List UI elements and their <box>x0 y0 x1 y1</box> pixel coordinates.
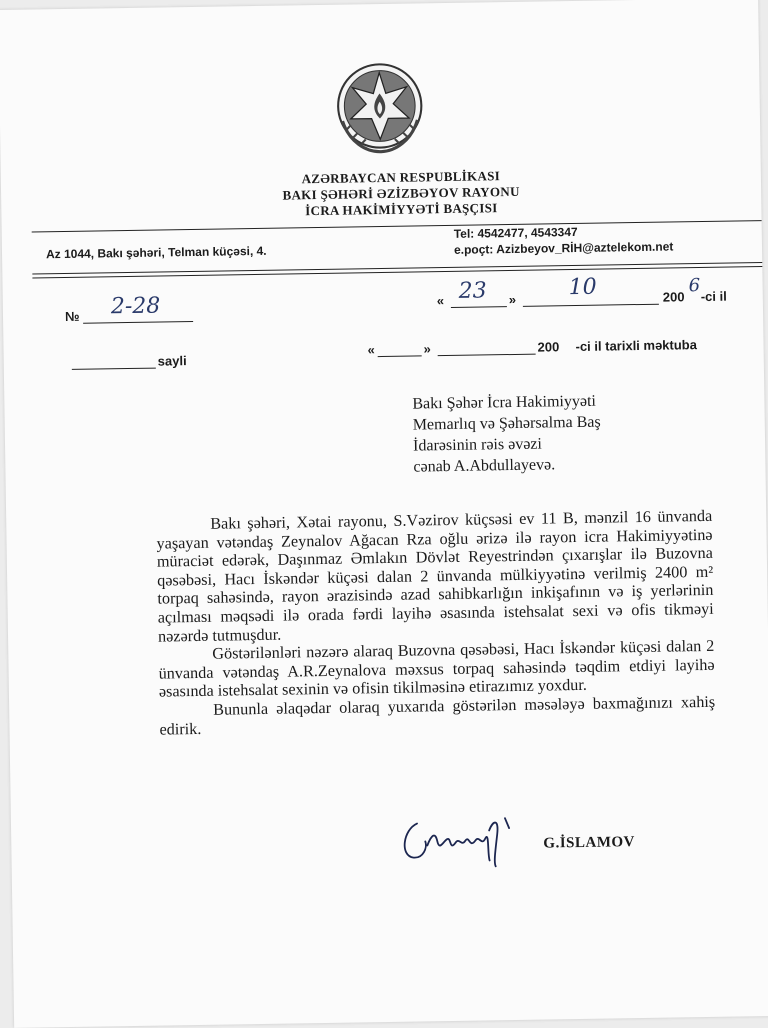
letter-day-line <box>377 341 421 357</box>
office-email: e.poçt: Azizbeyov_RİH@aztelekom.net <box>453 239 674 257</box>
addressee-block <box>412 391 601 478</box>
date-month-handwritten: 10 <box>568 274 597 301</box>
header-office: İCRA HAKİMİYYƏTİ BAŞÇISI <box>305 200 498 219</box>
date-open-quote: « <box>436 293 445 309</box>
addressee-line-4: cənab A.Abdullayevə. <box>413 456 556 476</box>
azerbaijan-coat-of-arms-icon <box>327 55 433 161</box>
header-country: AZƏRBAYCAN RESPUBLİKASI <box>301 168 501 187</box>
date-close-quote: » <box>508 291 517 308</box>
letter-month-line <box>437 340 535 357</box>
handwritten-signature-icon <box>397 810 528 872</box>
date-year-prefix: 200 <box>662 289 685 305</box>
signatory-name: G.İSLAMOV <box>543 834 636 852</box>
body-paragraph-1: Bakı şəhəri, Xətai rayonu, S.Vəzirov küçsəsi ev 11 B, mənzil 16 ünvanda yaşayan vətəndaş Zeynalov Ağacan Rza oğlu ərizə ilə rayon icra Hakimiyyətinə müraciət edərək, Daşınmaz Əmlakın Dövlət Reyestrindən çıxarışlar ilə Buzovna qəsəbəsi, Hacı İskəndər küçəsi dalan 2 ünvanda mülkiyyətinə verilmiş 2400 m² torpaq sahəsində, rayon ərazisində azad sahibkarlığın inkişafının və iş yerlərinin açılması məqsədi ilə orada fərdi layihə əsasında istehsalat sexi və ofis tikməyi nəzərdə tutmuşdur. <box>156 506 714 646</box>
body-paragraph-2: Göstərilənləri nəzərə alaraq Buzovna qəsəbəsi, Hacı İskəndər küçəsi dalan 2 ünvanda vətəndaş A.R.Zeynalova məxsus torpaq sahəsində təqdim etdiyi layihə əsasında istehsalat sexinin və ofisin tikilməsinə etirazımız yoxdur. <box>158 637 715 701</box>
number-handwritten: 2-28 <box>110 293 161 320</box>
letter-close-quote: » <box>423 341 431 357</box>
header-district: BAKI ŞƏHƏRİ ƏZİZBƏYOV RAYONU <box>282 183 520 203</box>
addressee-line-1: Bakı Şəhər İcra Hakimiyyəti <box>412 392 597 413</box>
office-phone: Tel: 4542477, 4543347 <box>453 224 578 241</box>
number-label: № <box>64 308 80 325</box>
header-rule-top <box>32 220 762 232</box>
letter-open-quote: « <box>367 342 375 358</box>
sayli-label: sayli <box>157 353 187 369</box>
sayli-line <box>72 354 156 370</box>
date-year-handwritten: 6 <box>688 275 701 297</box>
date-year-suffix: -ci il <box>700 288 727 305</box>
letter-body <box>156 507 715 739</box>
date-day-handwritten: 23 <box>458 278 487 304</box>
letter-year-suffix: -ci il tarixli məktuba <box>575 337 698 355</box>
addressee-line-3: İdarəsinin rəis əvəzi <box>412 435 543 455</box>
office-address: Az 1044, Bakı şəhəri, Telman küçəsi, 4. <box>45 243 267 262</box>
addressee-line-2: Memarlıq və Şəhərsalma Baş <box>412 413 601 434</box>
body-paragraph-3: Bununla əlaqədar olaraq yuxarıda göstərilən məsələyə baxmağınızı xahiş edirik. <box>159 692 716 739</box>
letter-year-prefix: 200 <box>537 339 560 355</box>
